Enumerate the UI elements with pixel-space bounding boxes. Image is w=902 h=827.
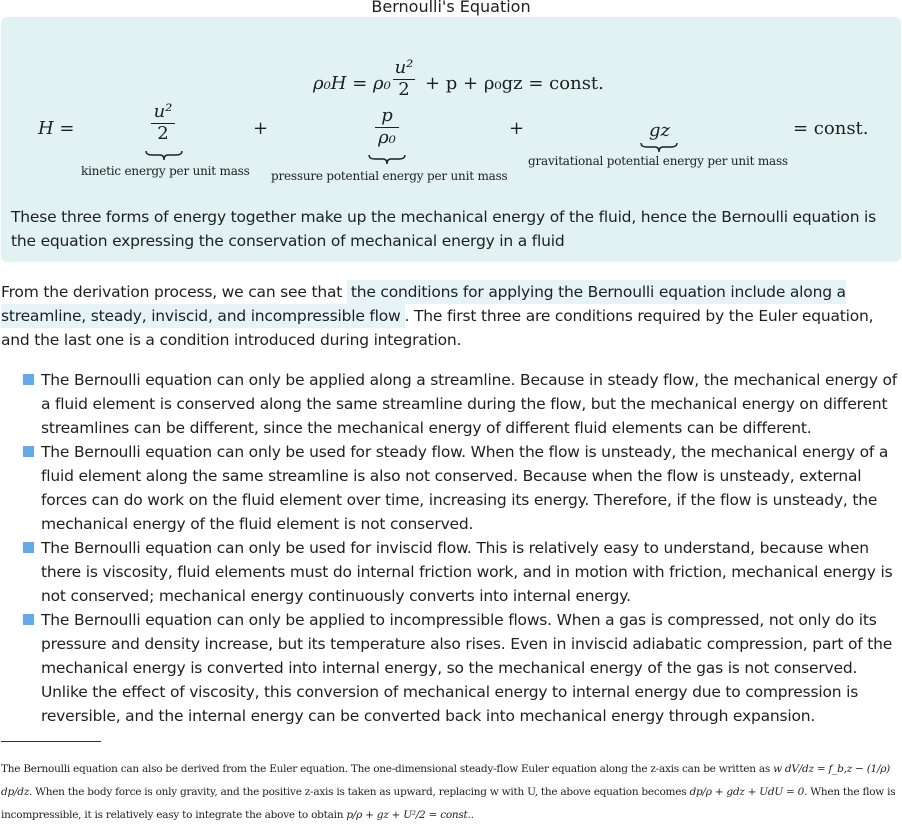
footnote-text-4: . <box>470 809 474 821</box>
bullet-square-icon <box>23 542 34 553</box>
eq-top-frac-den: 2 <box>398 79 410 100</box>
footnote-text-3: . When the flow is incompressible, it is relatively easy to integrate the above to obtain <box>1 786 896 821</box>
pressure-num: p <box>381 105 393 126</box>
grav-label: gravitational potential energy per unit mass <box>528 154 788 168</box>
list-item-text: The Bernoulli equation can only be applied to incompressible flows. When a gas is compressed, not only do its pressure and density increase, but its temperature also rises. Even in inviscid adiabatic compression, part of the mechanical energy is converted into internal energy, so the mechanical energy of the gas is not conserved. Unlike the effect of viscosity, this conversion of mechanical energy to internal energy due to compression is reversible, and the internal energy can be converted back into mechanical energy through expansion. <box>41 611 893 725</box>
list-item <box>0 440 902 536</box>
box-explanation: These three forms of energy together make up the mechanical energy of the fluid, hence the Bernoulli equation is the equation expressing the conservation of mechanical energy in a fluid <box>11 208 877 250</box>
bullet-square-icon <box>23 374 34 385</box>
bullet-square-icon <box>23 614 34 625</box>
pressure-den: ρ₀ <box>378 127 396 148</box>
bullet-square-icon <box>23 446 34 457</box>
plus-sign-1: + <box>253 118 269 139</box>
footnote-math-2: dp/ρ + gdz + UdU = 0 <box>689 786 805 798</box>
eq-top-lhs: ρ₀H = ρ₀ <box>313 73 391 94</box>
grav-brace <box>639 141 679 153</box>
para-text-after: . The first three are conditions required by the Euler equation, and the last one is a condition introduced during integration. <box>1 307 874 349</box>
list-item-text: The Bernoulli equation can only be used for inviscid flow. This is relatively easy to understand, because when there is viscosity, fluid elements must do internal friction work, and in motion with friction, mechanical energy is not conserved; mechanical energy continuously converts into internal energy. <box>41 539 893 605</box>
footnote-text-1: The Bernoulli equation can also be derived from the Euler equation. The one-dimensional steady-flow Euler equation along the z-axis can be written as <box>1 763 774 775</box>
kinetic-fraction <box>151 101 175 144</box>
kinetic-den: 2 <box>157 123 169 144</box>
pressure-brace <box>367 153 407 165</box>
footnote-text-2: . When the body force is only gravity, and the positive z-axis is taken as upward, replacing w with U, the above equation becomes <box>28 786 690 798</box>
grav-term: gz <box>649 120 671 141</box>
plus-sign-2: + <box>509 118 525 139</box>
list-item-text: The Bernoulli equation can only be used for steady flow. When the flow is unsteady, the mechanical energy of a fluid element along the same streamline is also not conserved. Because when the flow is unsteady, external forces can do work on the fluid element over time, increasing its energy. Therefore, if the flow is unsteady, the mechanical energy of the fluid element is not conserved. <box>41 443 889 533</box>
list-item-text: The Bernoulli equation can only be applied along a streamline. Because in steady flow, the mechanical energy of a fluid element is conserved along the same streamline during the flow, but the mechanical energy on different streamlines can be different, since the mechanical energy of different fluid elements can be different. <box>41 371 898 437</box>
conditions-list <box>0 368 902 728</box>
para-text-before: From the derivation process, we can see that <box>1 283 347 301</box>
page-title: Bernoulli's Equation <box>371 0 531 16</box>
list-item <box>0 536 902 608</box>
conditions-paragraph <box>1 280 899 352</box>
footnote <box>1 758 899 827</box>
eq-top-frac-num: u² <box>394 57 414 78</box>
eq-top-rhs: + p + ρ₀gz = const. <box>425 73 604 94</box>
kinetic-num: u² <box>153 101 173 122</box>
kinetic-brace <box>144 149 184 161</box>
pressure-label: pressure potential energy per unit mass <box>271 169 508 183</box>
list-item <box>0 368 902 440</box>
pressure-fraction <box>375 105 399 148</box>
footnote-math-3: p/ρ + gz + U²/2 = const. <box>346 809 471 821</box>
eq-bottom-rhs: = const. <box>793 118 869 139</box>
eq-top-fraction <box>393 57 415 100</box>
eq-bottom-lhs: H = <box>38 118 75 139</box>
kinetic-label: kinetic energy per unit mass <box>81 164 250 178</box>
list-item <box>0 608 902 728</box>
footnote-divider <box>1 741 101 742</box>
footnote-math-1: w dV/dz = f_b,z − (1/ρ) dp/dz <box>1 763 891 798</box>
para-highlight: the conditions for applying the Bernoulli equation include along a streamline, steady, inviscid, and incompressible flow <box>1 280 846 328</box>
